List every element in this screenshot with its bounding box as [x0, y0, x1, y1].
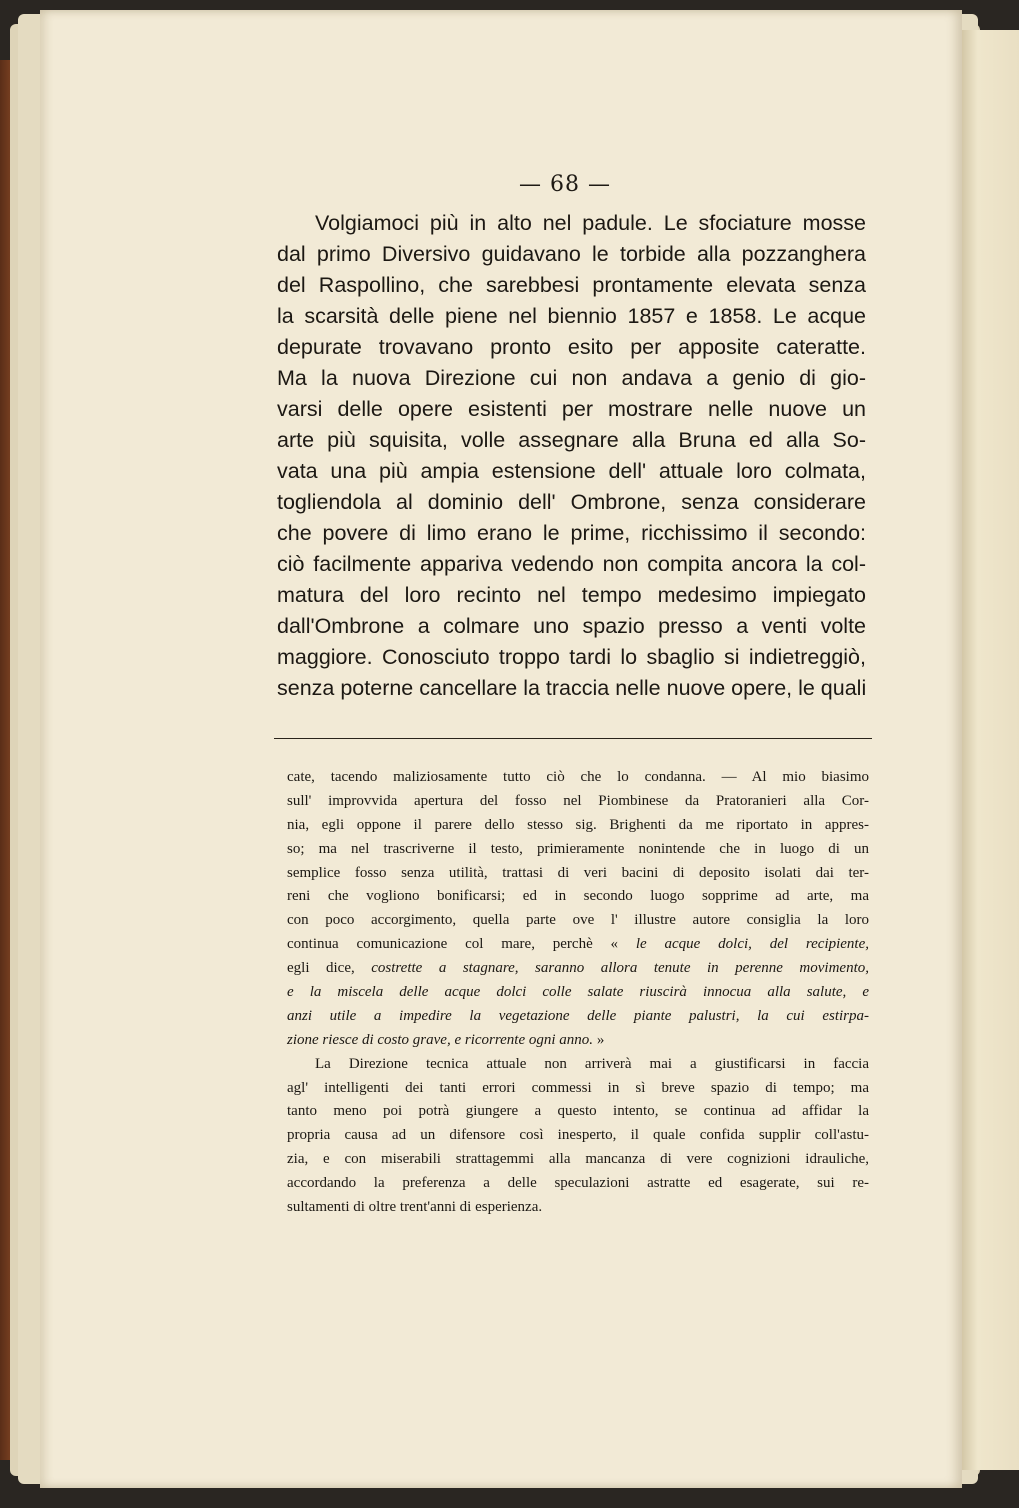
footnote-line: [287, 933, 869, 957]
footnote-line: [287, 1029, 869, 1053]
footnote-text: »: [596, 1031, 605, 1048]
footnote-quote: costrette a stagnare, saranno allora tenute in perenne movimento,: [371, 960, 869, 977]
text-line: matura del loro recinto nel tempo medesimo impiegato: [277, 583, 866, 607]
footnote-line: sull' improvvida apertura del fosso nel Piombinese da Pratoranieri alla Cor-: [287, 792, 869, 809]
page-number: — 68 —: [519, 172, 611, 197]
footnote-text: egli dice,: [287, 960, 355, 977]
footnote-line: tanto meno poi potrà giungere a questo intento, se continua ad affidar la: [287, 1103, 869, 1120]
text-line: ciò facilmente appariva vedendo non compita ancora la col-: [277, 552, 866, 576]
footnote-line: accordando la preferenza a delle speculazioni astratte ed esagerate, sui re-: [287, 1175, 869, 1192]
footnote-line: La Direzione tecnica attuale non arriverà mai a giustificarsi in faccia: [315, 1055, 869, 1072]
text-line: maggiore. Conosciuto troppo tardi lo sbaglio si indietreggiò,: [277, 645, 866, 669]
footnote-line: agl' intelligenti dei tanti errori commessi in sì breve spazio di tempo; ma: [287, 1079, 869, 1096]
text-line: depurate trovavano pronto esito per apposite cateratte.: [277, 335, 866, 359]
main-text: [277, 208, 866, 704]
footnote-line: [287, 1005, 869, 1029]
footnote-line: [287, 981, 869, 1005]
text-line: togliendola al dominio dell' Ombrone, senza considerare: [277, 490, 866, 514]
text-line: dal primo Diversivo guidavano le torbide alla pozzanghera: [277, 242, 866, 266]
footnote: [287, 766, 869, 1220]
footnote-divider: [274, 738, 872, 739]
text-line: senza poterne cancellare la traccia nelle nuove opere, le quali: [277, 676, 867, 700]
footnote-line: so; ma nel trascriverne il testo, primieramente nonintende che in luogo di un: [287, 840, 869, 857]
text-line: che povere di limo erano le prime, ricchissimo il secondo:: [277, 521, 866, 545]
text-line: dall'Ombrone a colmare uno spazio presso a venti volte: [277, 614, 866, 638]
footnote-line: semplice fosso senza utilità, trattasi di veri bacini di deposito isolati dai ter-: [287, 864, 869, 881]
text-line: del Raspollino, che sarebbesi prontamente elevata senza: [277, 273, 866, 297]
footnote-line: cate, tacendo maliziosamente tutto ciò che lo condanna. — Al mio biasimo: [287, 769, 869, 785]
footnote-quote: zione riesce di costo grave, e ricorrente ogni anno.: [287, 1031, 594, 1048]
text-line: la scarsità delle piene nel biennio 1857 e 1858. Le acque: [277, 304, 866, 328]
footnote-line: con poco accorgimento, quella parte ove l' illustre autore consiglia la loro: [287, 912, 869, 929]
footnote-line: [287, 957, 869, 981]
text-line: vata una più ampia estensione dell' attuale loro colmata,: [277, 459, 866, 483]
footnote-line: propria causa ad un difensore così inesperto, il quale confida supplir coll'astu-: [287, 1127, 869, 1144]
text-line: varsi delle opere esistenti per mostrare nelle nuove un: [277, 397, 866, 421]
footnote-text: continua comunicazione col mare, perchè «: [287, 936, 619, 953]
facing-page-edge: [960, 30, 1019, 1470]
footnote-line: zia, e con miserabili strattagemmi alla mancanza di vere cognizioni idrauliche,: [287, 1151, 869, 1168]
footnote-line: nia, egli oppone il parere dello stesso sig. Brighenti da me riportato in appres-: [287, 816, 869, 833]
footnote-quote: anzi utile a impedire la vegetazione delle piante palustri, la cui estirpa-: [287, 1007, 869, 1024]
footnote-quote: le acque dolci, del recipiente,: [635, 936, 870, 953]
footnote-quote: e la miscela delle acque dolci colle salate riuscirà innocua alla salute, e: [287, 984, 869, 1001]
footnote-line: sultamenti di oltre trent'anni di esperienza.: [287, 1199, 543, 1216]
footnote-line: reni che vogliono bonificarsi; ed in secondo luogo sopprime ad arte, ma: [287, 888, 869, 905]
text-line: arte più squisita, volle assegnare alla Bruna ed alla So-: [277, 428, 866, 452]
text-line: Volgiamoci più in alto nel padule. Le sfociature mosse: [315, 211, 866, 235]
text-line: Ma la nuova Direzione cui non andava a genio di gio-: [277, 366, 866, 390]
